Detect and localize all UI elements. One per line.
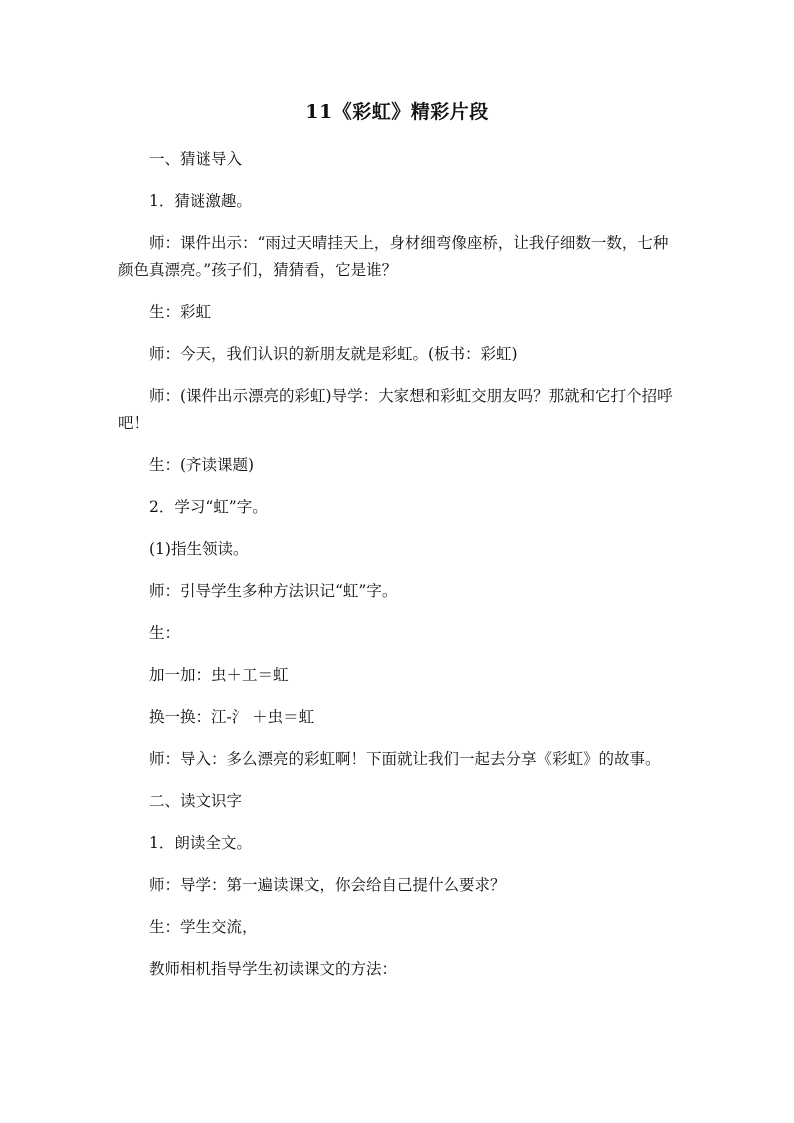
student-exchange: 生：学生交流，	[149, 918, 258, 936]
teacher-transition: 师：导入：多么漂亮的彩虹啊！下面就让我们一起去分享《彩虹》的故事。	[149, 750, 661, 768]
step-read-full-text: 1．朗读全文。	[149, 834, 252, 852]
teacher-introduce-rainbow: 师：今天，我们认识的新朋友就是彩虹。(板书：彩虹)	[149, 345, 518, 363]
step-riddle-interest: 1．猜谜激趣。	[149, 192, 252, 210]
teacher-guidance: 教师相机指导学生初读课文的方法：	[149, 960, 398, 978]
substep-lead-reading: (1)指生领读。	[149, 540, 249, 558]
student-read-title: 生：(齐读课题)	[149, 456, 255, 474]
student-label: 生：	[149, 624, 181, 642]
teacher-riddle-line: 师：课件出示：“雨过天晴挂天上，身材细弯像座桥，让我仔细数一数，七种颜色真漂亮。”孩子们，猜猜看，它是谁？	[118, 234, 669, 279]
step-learn-hong: 2．学习“虹”字。	[149, 498, 268, 516]
method-add: 加一加：虫＋工＝虹	[149, 666, 289, 684]
teacher-memory-methods: 师：引导学生多种方法识记“虹”字。	[149, 582, 398, 600]
method-replace: 换一换：江-氵 ＋虫＝虹	[149, 708, 315, 726]
section-heading-reading: 二、读文识字	[149, 792, 243, 810]
section-heading-riddle-intro: 一、猜谜导入	[149, 150, 243, 168]
teacher-greeting-guide: 师：(课件出示漂亮的彩虹)导学：大家想和彩虹交朋友吗？那就和它打个招呼吧！	[118, 387, 673, 432]
document-title: 11《彩虹》精彩片段	[305, 101, 489, 123]
teacher-first-reading-question: 师：导学：第一遍读课文，你会给自己提什么要求？	[149, 876, 506, 894]
student-answer-rainbow: 生：彩虹	[149, 303, 212, 321]
document-body	[118, 146, 678, 998]
